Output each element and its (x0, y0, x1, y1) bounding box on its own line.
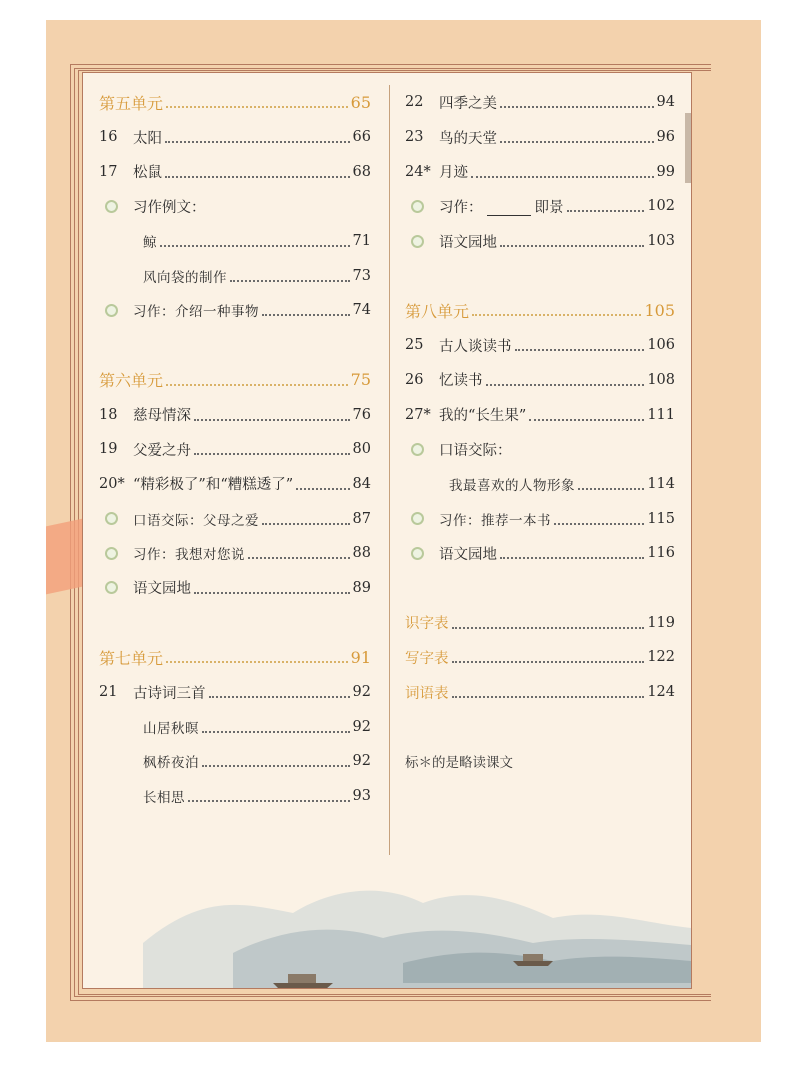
toc-entry-section[interactable] (99, 293, 371, 328)
toc-entry-sub[interactable] (99, 224, 371, 259)
entry-title: 古诗词三首 (133, 685, 206, 702)
bullet-icon (99, 547, 133, 560)
page-number: 65 (350, 92, 371, 112)
page-number: 122 (647, 649, 675, 666)
page-number: 119 (647, 614, 675, 631)
toc-entry-section[interactable] (405, 501, 675, 536)
bullet-dot (105, 200, 118, 213)
bullet-icon (405, 443, 439, 456)
bullet-dot (105, 547, 118, 560)
bullet-icon (99, 512, 133, 525)
dot-leader (500, 106, 654, 108)
lesson-number: 20* (99, 475, 125, 492)
dot-leader (471, 176, 654, 178)
toc-entry-appendix[interactable] (405, 675, 675, 710)
entry-title: 口语交际： (439, 442, 512, 459)
bullet-dot (411, 235, 424, 248)
page-number: 99 (656, 163, 675, 180)
entry-title: 四季之美 (439, 95, 497, 112)
bullet-icon (405, 512, 439, 525)
toc-note (405, 744, 675, 779)
entry-title: 写字表 (405, 650, 449, 667)
toc-entry-lesson[interactable] (405, 328, 675, 363)
dot-leader (452, 627, 645, 629)
page-number: 71 (352, 233, 371, 250)
page-number: 92 (352, 684, 371, 701)
dot-leader (248, 557, 350, 559)
toc-entry-sub[interactable] (99, 258, 371, 293)
toc-entry-lesson[interactable] (99, 675, 371, 710)
page-number: 115 (647, 510, 675, 527)
entry-title: 月迹 (439, 165, 468, 182)
toc-entry-lesson[interactable] (405, 397, 675, 432)
lesson-number: 19 (99, 441, 118, 458)
page-number: 108 (647, 371, 675, 388)
entry-title: 父爱之舟 (133, 442, 191, 459)
lesson-number: 22 (405, 94, 424, 111)
toc-entry-lesson[interactable] (99, 397, 371, 432)
toc-entry-lesson[interactable] (99, 154, 371, 189)
page-number: 68 (352, 163, 371, 180)
toc-entry-sub[interactable] (99, 779, 371, 814)
page-number: 105 (644, 300, 675, 320)
toc-entry-sub[interactable] (99, 709, 371, 744)
entry-title: 我最喜欢的人物形象 (449, 477, 575, 494)
page-number: 91 (350, 647, 371, 667)
entry-title: 语文园地 (133, 581, 191, 598)
dot-leader (202, 765, 350, 767)
toc-entry-unit[interactable] (405, 293, 675, 328)
dot-leader (209, 696, 350, 698)
toc-entry-unit[interactable] (99, 640, 371, 675)
page-number: 124 (647, 684, 675, 701)
toc-entry-lesson[interactable] (405, 363, 675, 398)
entry-title: “精彩极了”和“糟糕透了” (133, 477, 294, 494)
dot-leader (296, 488, 349, 490)
page-number: 96 (656, 129, 675, 146)
toc-entry-section[interactable] (99, 536, 371, 571)
entry-title: 语文园地 (439, 234, 497, 251)
page-number: 92 (352, 718, 371, 735)
lesson-number: 16 (99, 129, 118, 146)
page-number: 114 (647, 475, 675, 492)
page-number: 87 (352, 510, 371, 527)
entry-title: 习作例文： (133, 199, 206, 216)
entry-title: 慈母情深 (133, 408, 191, 425)
page-number: 88 (352, 545, 371, 562)
toc-spacer (405, 571, 675, 606)
page-number: 92 (352, 753, 371, 770)
entry-title: 风向袋的制作 (143, 269, 227, 286)
lesson-number: 17 (99, 163, 118, 180)
toc-entry-lesson[interactable] (99, 432, 371, 467)
bullet-dot (411, 512, 424, 525)
entry-title: 口语交际：父母之爱 (133, 512, 259, 529)
title-suffix: 即景 (534, 199, 564, 216)
toc-left-column (99, 85, 371, 813)
dot-leader (515, 349, 645, 351)
ink-landscape-illustration (83, 833, 691, 989)
dot-leader (486, 384, 645, 386)
toc-entry-section[interactable] (99, 501, 371, 536)
dot-leader (500, 245, 644, 247)
dot-leader (452, 696, 645, 698)
entry-title: 枫桥夜泊 (143, 755, 199, 772)
dot-leader (194, 419, 350, 421)
page-number: 84 (352, 475, 371, 492)
entry-title: 我的“长生果” (439, 408, 527, 425)
entry-title: 忆读书 (439, 373, 483, 390)
dot-leader (554, 523, 644, 525)
dot-leader (567, 210, 645, 212)
bullet-dot (411, 443, 424, 456)
dot-leader (230, 280, 350, 282)
page-number: 116 (647, 545, 675, 562)
toc-entry-appendix[interactable] (405, 640, 675, 675)
entry-title: 习作：我想对您说 (133, 547, 245, 564)
bullet-icon (405, 200, 439, 213)
dot-leader (472, 314, 641, 316)
entry-title: 太阳 (133, 130, 162, 147)
toc-entry-section[interactable] (405, 189, 675, 224)
entry-title: 第六单元 (99, 371, 164, 391)
dot-leader (160, 245, 350, 247)
page-number: 111 (647, 406, 675, 423)
page-number: 66 (352, 129, 371, 146)
toc-entry-section[interactable] (405, 432, 675, 467)
scan-artifact (685, 113, 691, 183)
dot-leader (194, 592, 350, 594)
page-number: 106 (647, 337, 675, 354)
dot-leader (165, 141, 350, 143)
lesson-number: 27* (405, 406, 431, 423)
entry-title: 山居秋暝 (143, 720, 199, 737)
dot-leader (500, 557, 644, 559)
page-number: 76 (352, 406, 371, 423)
toc-entry-section[interactable] (99, 189, 371, 224)
dot-leader (262, 523, 350, 525)
toc-spacer (405, 709, 675, 744)
page-number: 75 (350, 370, 371, 390)
entry-title: 第五单元 (99, 93, 164, 113)
page-number: 103 (647, 233, 675, 250)
bullet-icon (405, 235, 439, 248)
bullet-icon (99, 304, 133, 317)
toc-entry-lesson[interactable] (99, 120, 371, 155)
entry-title: 古人谈读书 (439, 338, 512, 355)
toc-entry-unit[interactable] (99, 85, 371, 120)
toc-entry-lesson[interactable] (405, 85, 675, 120)
lesson-number: 25 (405, 337, 424, 354)
page-number: 74 (352, 302, 371, 319)
toc-entry-appendix[interactable] (405, 605, 675, 640)
bullet-dot (105, 512, 118, 525)
entry-title: 鲸 (143, 235, 157, 252)
bullet-dot (105, 304, 118, 317)
toc-entry-section[interactable] (405, 224, 675, 259)
entry-title: 识字表 (405, 616, 449, 633)
entry-title: 习作：推荐一本书 (439, 512, 551, 529)
toc-entry-lesson[interactable] (405, 154, 675, 189)
page-number: 102 (647, 198, 675, 215)
dot-leader (188, 800, 350, 802)
column-divider (389, 85, 390, 855)
toc-entry-unit[interactable] (99, 363, 371, 398)
entry-title: 习作：介绍一种事物 (133, 304, 259, 321)
lesson-number: 18 (99, 406, 118, 423)
bullet-icon (99, 200, 133, 213)
title-prefix: 习作： (439, 199, 483, 216)
bullet-dot (411, 547, 424, 560)
toc-entry-sub[interactable] (99, 744, 371, 779)
toc-entry-section[interactable] (405, 536, 675, 571)
bullet-icon (405, 547, 439, 560)
entry-title (439, 196, 564, 217)
lesson-number: 26 (405, 371, 424, 388)
dot-leader (166, 384, 348, 386)
toc-spacer (99, 605, 371, 640)
dot-leader (500, 141, 654, 143)
lesson-number: 24* (405, 163, 431, 180)
toc-entry-sub[interactable] (405, 467, 675, 502)
bullet-dot (105, 581, 118, 594)
dot-leader (262, 314, 350, 316)
lesson-number: 21 (99, 684, 118, 701)
entry-title: 第七单元 (99, 648, 164, 668)
dot-leader (166, 661, 348, 663)
toc-page (82, 72, 692, 989)
entry-title: 鸟的天堂 (439, 130, 497, 147)
dot-leader (529, 419, 644, 421)
entry-title: 第八单元 (405, 301, 470, 321)
page-number: 93 (352, 788, 371, 805)
entry-title: 语文园地 (439, 546, 497, 563)
entry-title: 松鼠 (133, 165, 162, 182)
toc-right-column (405, 85, 675, 779)
dot-leader (202, 731, 350, 733)
page-number: 73 (352, 267, 371, 284)
dot-leader (166, 106, 348, 108)
toc-entry-section[interactable] (99, 571, 371, 606)
dot-leader (194, 453, 350, 455)
page-number: 89 (352, 579, 371, 596)
fill-blank-line (487, 215, 531, 216)
page-number: 80 (352, 441, 371, 458)
toc-entry-lesson[interactable] (99, 467, 371, 502)
page-number: 94 (656, 94, 675, 111)
dot-leader (165, 176, 350, 178)
toc-spacer (99, 328, 371, 363)
bullet-icon (99, 581, 133, 594)
lesson-number: 23 (405, 129, 424, 146)
note-text: 标＊的是略读课文 (405, 755, 513, 772)
dot-leader (452, 661, 645, 663)
toc-entry-lesson[interactable] (405, 120, 675, 155)
dot-leader (578, 488, 644, 490)
toc-spacer (405, 258, 675, 293)
bullet-dot (411, 200, 424, 213)
entry-title: 长相思 (143, 790, 185, 807)
entry-title: 词语表 (405, 685, 449, 702)
